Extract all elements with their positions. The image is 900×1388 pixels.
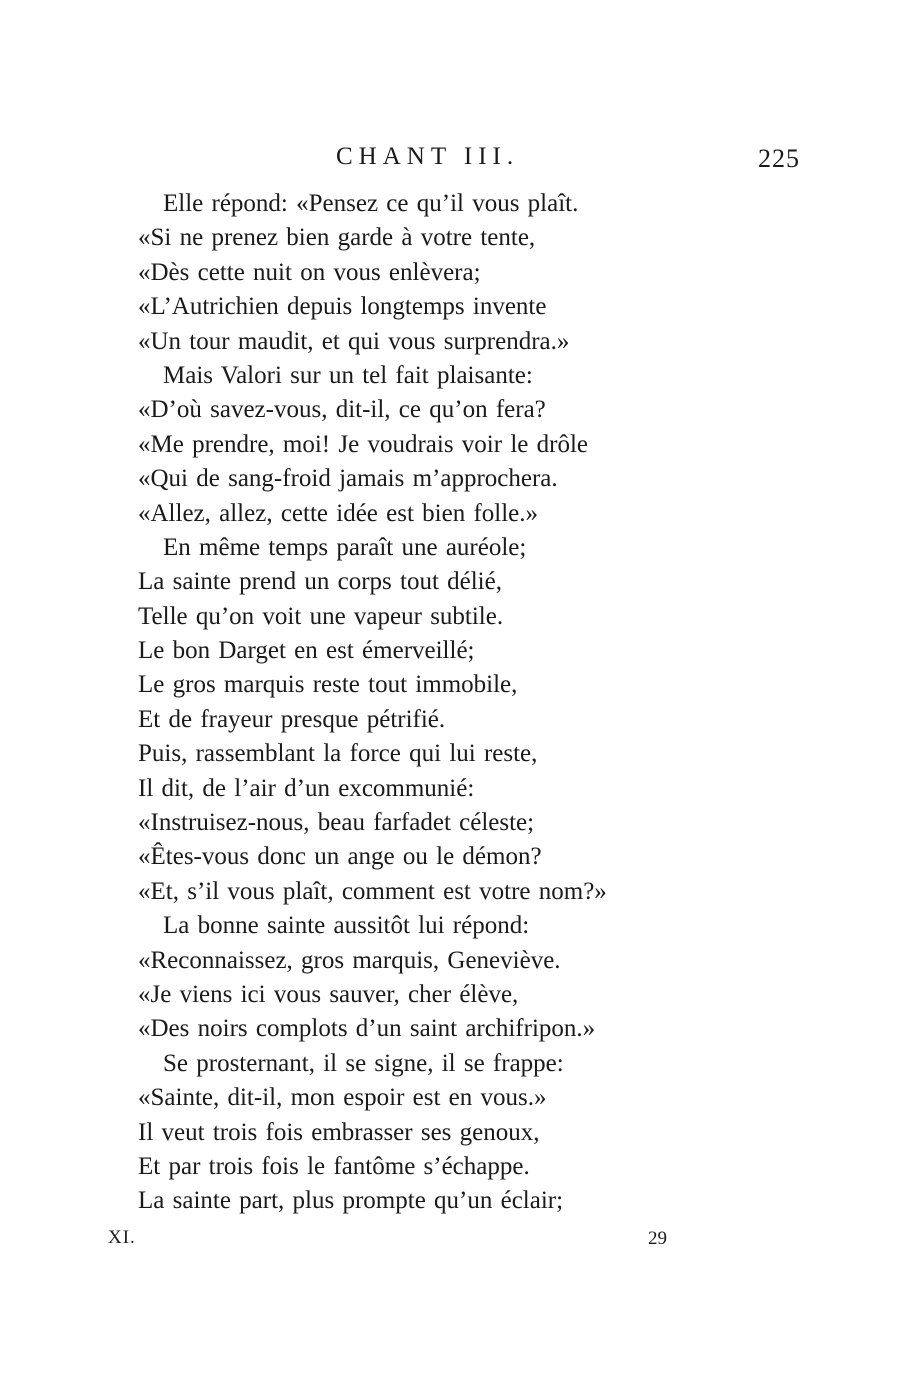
- verse-line: Se prosternant, il se signe, il se frappe:: [163, 1049, 564, 1077]
- verse-line: «Sainte, dit-il, mon espoir est en vous.»: [138, 1084, 547, 1112]
- page-footer: [0, 1224, 900, 1254]
- verse-line: «Et, s’il vous plaît, comment est votre nom?»: [138, 877, 607, 905]
- poem-text: [138, 187, 778, 1219]
- verse-line: Puis, rassemblant la force qui lui reste,: [138, 740, 538, 768]
- verse-line: La bonne sainte aussitôt lui répond:: [163, 912, 530, 940]
- verse-line: En même temps paraît une auréole;: [163, 533, 527, 561]
- verse-line: «Si ne prenez bien garde à votre tente,: [138, 224, 536, 252]
- verse-line: Le bon Darget en est émerveillé;: [138, 637, 475, 665]
- verse-line: «Dès cette nuit on vous enlèvera;: [138, 258, 481, 286]
- verse-line: Telle qu’on voit une vapeur subtile.: [138, 602, 504, 630]
- verse-line: Il dit, de l’air d’un excommunié:: [138, 774, 475, 802]
- verse-line: La sainte prend un corps tout délié,: [138, 568, 502, 596]
- verse-line: Elle répond: «Pensez ce qu’il vous plaît.: [163, 190, 579, 217]
- verse-line: Mais Valori sur un tel fait plaisante:: [163, 361, 533, 389]
- chapter-title: CHANT III.: [336, 143, 520, 170]
- running-head: [0, 140, 900, 176]
- verse-line: «Êtes-vous donc un ange ou le démon?: [138, 843, 542, 871]
- verse-line: «Des noirs complots d’un saint archifripon.»: [138, 1015, 596, 1043]
- verse-line: «Qui de sang-froid jamais m’approchera.: [138, 465, 558, 493]
- gathering-number: 29: [648, 1228, 667, 1249]
- verse-line: «Je viens ici vous sauver, cher élève,: [138, 980, 519, 1008]
- verse-line: «Allez, allez, cette idée est bien folle.»: [138, 499, 539, 527]
- verse-line: Il veut trois fois embrasser ses genoux,: [138, 1118, 540, 1146]
- signature-mark: XI.: [108, 1227, 136, 1248]
- verse-line: Et par trois fois le fantôme s’échappe.: [138, 1152, 530, 1180]
- verse-line: La sainte part, plus prompte qu’un éclair;: [138, 1187, 564, 1215]
- verse-line: «Instruisez-nous, beau farfadet céleste;: [138, 809, 535, 837]
- verse-line: «Me prendre, moi! Je voudrais voir le drôle: [138, 430, 588, 458]
- verse-line: «Reconnaissez, gros marquis, Geneviève.: [138, 946, 561, 974]
- page-number: 225: [758, 144, 800, 173]
- verse-line: «Un tour maudit, et qui vous surprendra.»: [138, 327, 570, 355]
- verse-line: «L’Autrichien depuis longtemps invente: [138, 293, 547, 321]
- verse-line: «D’où savez-vous, dit-il, ce qu’on fera?: [138, 396, 546, 424]
- verse-line: Et de frayeur presque pétrifié.: [138, 705, 446, 733]
- verse-line: Le gros marquis reste tout immobile,: [138, 671, 518, 699]
